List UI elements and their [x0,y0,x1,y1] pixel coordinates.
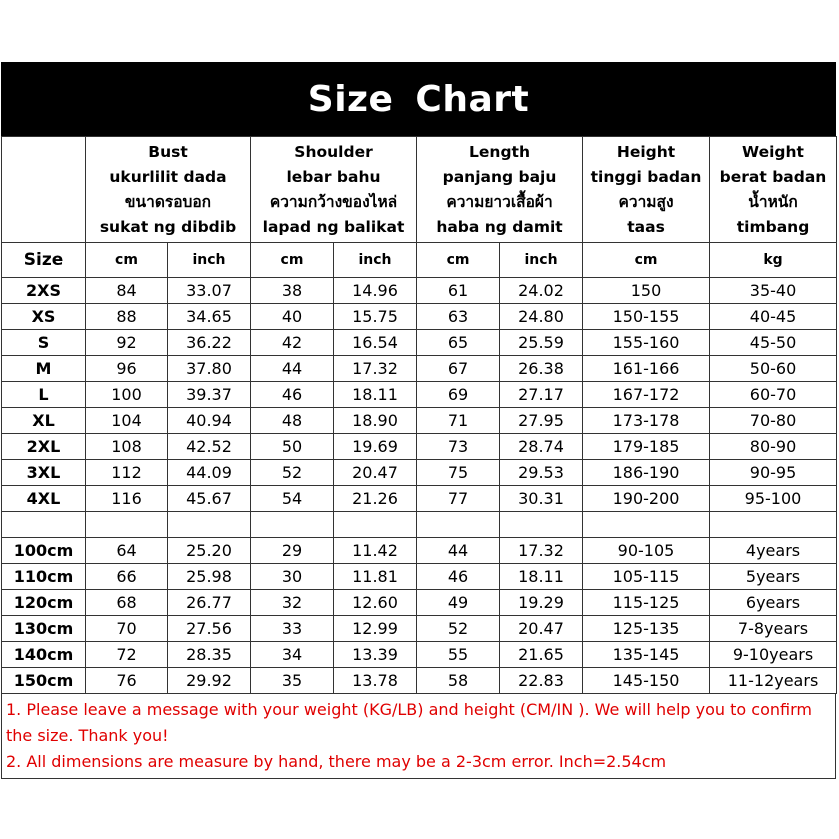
table-cell: 75 [417,460,500,486]
table-cell: 22.83 [500,668,583,694]
table-cell: 40.94 [168,408,251,434]
table-cell: 96 [86,356,168,382]
table-cell: 150-155 [583,304,710,330]
table-cell: 46 [417,564,500,590]
separator-row [2,512,837,538]
header-bust [86,137,251,243]
table-cell: 18.11 [500,564,583,590]
table-row [2,330,837,356]
table-cell: 20.47 [500,616,583,642]
table-cell: 25.20 [168,538,251,564]
unit-cell: cm [417,243,500,278]
table-cell: 68 [86,590,168,616]
table-cell: 67 [417,356,500,382]
table-row [2,460,837,486]
header-bust-line: ukurlilit dada [109,167,227,186]
table-cell: 19.29 [500,590,583,616]
table-cell: 24.02 [500,278,583,304]
table-cell: 108 [86,434,168,460]
table-cell: 42 [251,330,334,356]
table-cell: 13.39 [334,642,417,668]
table-cell: 28.35 [168,642,251,668]
table-cell: 17.32 [500,538,583,564]
table-cell: 64 [86,538,168,564]
unit-cell: cm [86,243,168,278]
table-row [2,356,837,382]
note-2: 2. All dimensions are measure by hand, there may be a 2-3cm error. Inch=2.54cm [6,752,667,771]
size-chart [1,62,836,779]
size-label-cell: 150cm [2,668,86,694]
chart-title-banner [1,62,836,136]
table-cell: 15.75 [334,304,417,330]
table-cell: 17.32 [334,356,417,382]
table-cell: 58 [417,668,500,694]
table-cell: 135-145 [583,642,710,668]
table-cell: 27.17 [500,382,583,408]
table-cell: 5years [710,564,837,590]
table-cell: 12.99 [334,616,417,642]
size-label-cell: 100cm [2,538,86,564]
table-cell: 37.80 [168,356,251,382]
table-cell: 21.26 [334,486,417,512]
unit-cell: inch [168,243,251,278]
table-cell: 115-125 [583,590,710,616]
table-cell: 155-160 [583,330,710,356]
table-cell: 95-100 [710,486,837,512]
title-word-size: Size [307,78,394,120]
table-cell: 33.07 [168,278,251,304]
header-height [583,137,710,243]
table-cell: 14.96 [334,278,417,304]
table-cell: 26.38 [500,356,583,382]
table-cell: 25.59 [500,330,583,356]
size-label-cell: L [2,382,86,408]
size-label-cell: XL [2,408,86,434]
table-cell: 90-95 [710,460,837,486]
table-cell: 73 [417,434,500,460]
table-cell: 29.53 [500,460,583,486]
table-cell: 69 [417,382,500,408]
table-cell: 27.56 [168,616,251,642]
table-cell: 35 [251,668,334,694]
table-cell: 76 [86,668,168,694]
size-label-cell: 2XS [2,278,86,304]
table-cell: 173-178 [583,408,710,434]
unit-cell: inch [500,243,583,278]
table-cell: 70-80 [710,408,837,434]
table-cell: 77 [417,486,500,512]
size-label-cell: 130cm [2,616,86,642]
empty-cell [500,512,583,538]
header-shoulder-line: lebar bahu [286,167,381,186]
table-cell: 92 [86,330,168,356]
unit-cell: cm [583,243,710,278]
table-cell: 84 [86,278,168,304]
table-cell: 80-90 [710,434,837,460]
table-cell: 71 [417,408,500,434]
header-height-line: taas [627,217,665,236]
table-cell: 29.92 [168,668,251,694]
table-cell: 190-200 [583,486,710,512]
table-cell: 100 [86,382,168,408]
table-cell: 11.81 [334,564,417,590]
table-cell: 7-8years [710,616,837,642]
empty-cell [417,512,500,538]
table-cell: 18.90 [334,408,417,434]
size-column-label: Size [2,243,86,278]
header-bust-line: ขนาดรอบอก [124,192,212,211]
table-cell: 19.69 [334,434,417,460]
table-cell: 18.11 [334,382,417,408]
header-length-line: ความยาวเสื้อผ้า [446,192,553,211]
unit-cell: inch [334,243,417,278]
table-cell: 60-70 [710,382,837,408]
table-cell: 32 [251,590,334,616]
header-length-line: Length [469,142,530,161]
header-corner [2,137,86,243]
table-cell: 112 [86,460,168,486]
size-label-cell: 120cm [2,590,86,616]
table-cell: 27.95 [500,408,583,434]
notes-block [1,694,836,779]
table-cell: 30 [251,564,334,590]
table-cell: 61 [417,278,500,304]
size-label-cell: 3XL [2,460,86,486]
size-label-cell: 2XL [2,434,86,460]
size-label-cell: XS [2,304,86,330]
table-cell: 70 [86,616,168,642]
table-row [2,668,837,694]
table-cell: 55 [417,642,500,668]
table-cell: 25.98 [168,564,251,590]
table-cell: 21.65 [500,642,583,668]
table-cell: 45-50 [710,330,837,356]
table-cell: 11.42 [334,538,417,564]
header-shoulder-line: lapad ng balikat [262,217,405,236]
table-cell: 90-105 [583,538,710,564]
header-weight-line: Weight [742,142,804,161]
table-cell: 54 [251,486,334,512]
table-row [2,590,837,616]
table-row [2,408,837,434]
table-cell: 48 [251,408,334,434]
empty-cell [2,512,86,538]
table-cell: 29 [251,538,334,564]
table-cell: 44 [417,538,500,564]
empty-cell [583,512,710,538]
table-cell: 26.77 [168,590,251,616]
table-cell: 36.22 [168,330,251,356]
table-row [2,382,837,408]
header-height-line: ความสูง [618,192,674,211]
table-cell: 161-166 [583,356,710,382]
table-cell: 186-190 [583,460,710,486]
table-cell: 104 [86,408,168,434]
table-row [2,616,837,642]
table-cell: 66 [86,564,168,590]
table-cell: 33 [251,616,334,642]
size-table-body [2,137,837,694]
table-cell: 52 [417,616,500,642]
unit-cell: kg [710,243,837,278]
table-cell: 16.54 [334,330,417,356]
header-bust-line: sukat ng dibdib [99,217,237,236]
table-cell: 34 [251,642,334,668]
size-label-cell: S [2,330,86,356]
table-row [2,642,837,668]
header-weight-line: timbang [736,217,810,236]
empty-cell [710,512,837,538]
table-cell: 150 [583,278,710,304]
size-label-cell: 110cm [2,564,86,590]
table-row [2,434,837,460]
unit-row [2,243,837,278]
header-length-line: panjang baju [442,167,557,186]
table-cell: 88 [86,304,168,330]
table-cell: 145-150 [583,668,710,694]
header-bust-line: Bust [148,142,188,161]
table-cell: 40 [251,304,334,330]
header-length-line: haba ng damit [436,217,563,236]
empty-cell [251,512,334,538]
header-shoulder-line: Shoulder [294,142,373,161]
empty-cell [86,512,168,538]
table-cell: 38 [251,278,334,304]
header-weight-line: น้ำหนัก [748,192,798,211]
table-cell: 28.74 [500,434,583,460]
table-cell: 6years [710,590,837,616]
table-row [2,538,837,564]
unit-cell: cm [251,243,334,278]
table-cell: 11-12years [710,668,837,694]
table-cell: 45.67 [168,486,251,512]
size-label-cell: 4XL [2,486,86,512]
size-table [1,136,837,694]
empty-cell [168,512,251,538]
table-cell: 12.60 [334,590,417,616]
table-cell: 39.37 [168,382,251,408]
header-weight [710,137,837,243]
table-cell: 72 [86,642,168,668]
table-row [2,564,837,590]
table-cell: 24.80 [500,304,583,330]
table-cell: 4years [710,538,837,564]
header-height-line: tinggi badan [590,167,702,186]
table-cell: 49 [417,590,500,616]
size-label-cell: 140cm [2,642,86,668]
table-cell: 52 [251,460,334,486]
table-row [2,486,837,512]
table-row [2,304,837,330]
empty-cell [334,512,417,538]
table-row [2,278,837,304]
table-cell: 44 [251,356,334,382]
header-weight-line: berat badan [719,167,827,186]
note-1: 1. Please leave a message with your weight (KG/LB) and height (CM/IN ). We will help you to confirm the size. Thank you! [6,700,812,745]
table-cell: 35-40 [710,278,837,304]
table-cell: 30.31 [500,486,583,512]
table-cell: 42.52 [168,434,251,460]
title-word-chart: Chart [415,78,530,120]
table-cell: 65 [417,330,500,356]
header-shoulder-line: ความกว้างของไหล่ [269,192,398,211]
table-cell: 46 [251,382,334,408]
table-cell: 125-135 [583,616,710,642]
header-height-line: Height [616,142,676,161]
table-cell: 50 [251,434,334,460]
table-cell: 105-115 [583,564,710,590]
header-length [417,137,583,243]
table-cell: 63 [417,304,500,330]
table-cell: 34.65 [168,304,251,330]
table-cell: 13.78 [334,668,417,694]
table-cell: 9-10years [710,642,837,668]
table-cell: 179-185 [583,434,710,460]
header-shoulder [251,137,417,243]
table-cell: 20.47 [334,460,417,486]
table-cell: 40-45 [710,304,837,330]
size-label-cell: M [2,356,86,382]
table-cell: 116 [86,486,168,512]
table-cell: 167-172 [583,382,710,408]
header-row [2,137,837,243]
table-cell: 44.09 [168,460,251,486]
table-cell: 50-60 [710,356,837,382]
